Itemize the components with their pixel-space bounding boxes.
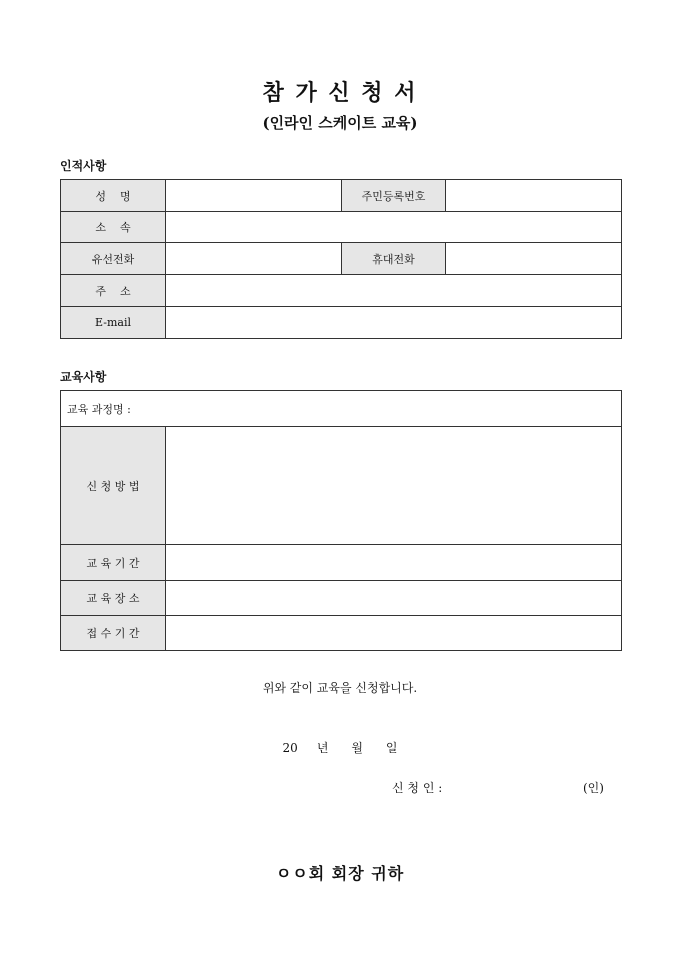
address-label: 주 소 bbox=[61, 275, 166, 307]
reception-label: 접 수 기 간 bbox=[61, 616, 166, 651]
reception-field[interactable] bbox=[166, 616, 622, 651]
period-label: 교 육 기 간 bbox=[61, 545, 166, 581]
resident-id-label: 주민등록번호 bbox=[342, 180, 446, 212]
landline-field[interactable] bbox=[166, 243, 342, 275]
course-name-label: 교육 과정명 : bbox=[67, 402, 131, 416]
date-line: 20 년 월 일 bbox=[282, 741, 398, 755]
affiliation-field[interactable] bbox=[166, 212, 622, 243]
applicant-label: 신 청 인 : bbox=[392, 781, 443, 795]
education-section-label: 교육사항 bbox=[60, 370, 107, 384]
place-field[interactable] bbox=[166, 581, 622, 616]
method-field[interactable] bbox=[166, 427, 622, 545]
declaration-statement: 위와 같이 교육을 신청합니다. bbox=[262, 681, 418, 695]
mobile-field[interactable] bbox=[446, 243, 622, 275]
email-label: E-mail bbox=[61, 307, 166, 339]
addressee-line: ㅇㅇ회 회장 귀하 bbox=[275, 864, 405, 883]
affiliation-label: 소 속 bbox=[61, 212, 166, 243]
course-name-field[interactable] bbox=[61, 391, 622, 427]
method-label: 신 청 방 법 bbox=[61, 427, 166, 545]
place-label: 교 육 장 소 bbox=[61, 581, 166, 616]
mobile-label: 휴대전화 bbox=[342, 243, 446, 275]
form-title: 참 가 신 청 서 bbox=[262, 80, 418, 106]
period-field[interactable] bbox=[166, 545, 622, 581]
form-subtitle: (인라인 스케이트 교육) bbox=[262, 114, 418, 132]
name-field[interactable] bbox=[166, 180, 342, 212]
landline-label: 유선전화 bbox=[61, 243, 166, 275]
address-field[interactable] bbox=[166, 275, 622, 307]
personal-section-label: 인적사항 bbox=[60, 159, 107, 173]
resident-id-field[interactable] bbox=[446, 180, 622, 212]
email-field[interactable] bbox=[166, 307, 622, 339]
education-info-table bbox=[60, 390, 622, 651]
personal-info-table bbox=[60, 179, 622, 339]
name-label: 성 명 bbox=[61, 180, 166, 212]
seal-label: (인) bbox=[583, 781, 604, 795]
